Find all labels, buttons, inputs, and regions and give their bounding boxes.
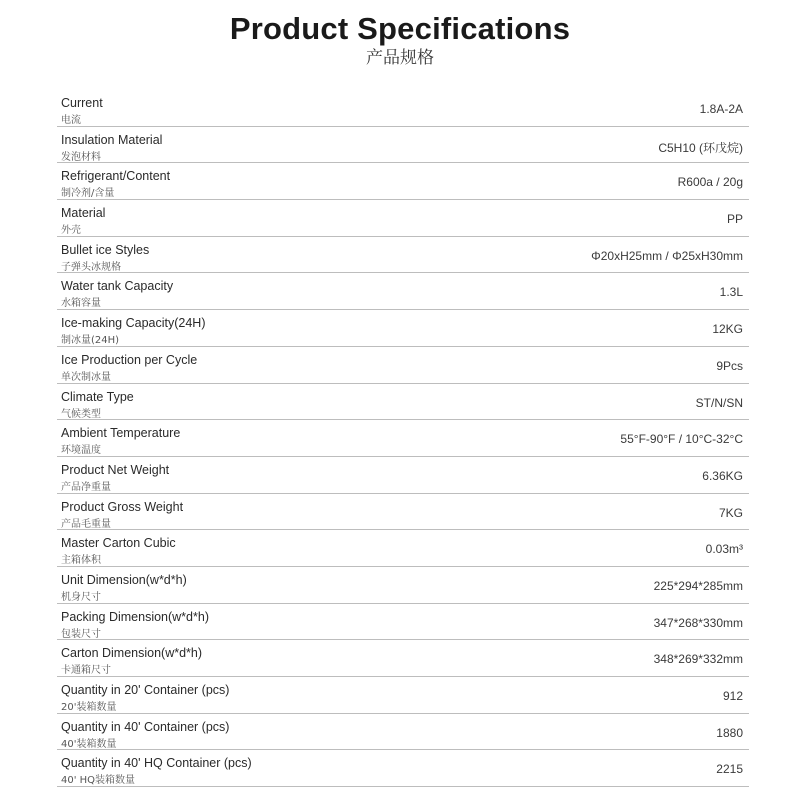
spec-row <box>57 90 749 127</box>
spec-value: PP <box>726 212 743 227</box>
spec-row <box>57 494 749 531</box>
spec-label: Carton Dimension(w*d*h) <box>61 646 203 661</box>
spec-label-chinese: 主箱体积 <box>61 555 101 567</box>
spec-label: Ice-making Capacity(24H) <box>61 316 206 331</box>
spec-label-chinese: 单次制冰量 <box>61 371 111 383</box>
spec-label-chinese: 发泡材料 <box>61 151 101 163</box>
spec-value: 9Pcs <box>716 358 743 373</box>
spec-row <box>57 237 749 274</box>
spec-label: Water tank Capacity <box>61 279 174 294</box>
spec-value: 912 <box>722 689 743 703</box>
spec-row <box>57 640 749 677</box>
spec-value: 347*268*330mm <box>653 615 743 630</box>
spec-value: Φ20xH25mm / Φ25xH30mm <box>591 248 743 263</box>
spec-value: 1.3L <box>719 285 743 300</box>
spec-label-chinese: 外壳 <box>61 225 81 237</box>
spec-label: Master Carton Cubic <box>61 536 176 551</box>
spec-row <box>57 567 749 604</box>
spec-row <box>57 200 749 237</box>
spec-label: Quantity in 40' Container (pcs) <box>61 719 230 734</box>
spec-label-chinese: 40'装箱数量 <box>61 738 117 750</box>
spec-row <box>57 530 749 567</box>
page-header <box>0 4 800 68</box>
spec-row <box>57 347 749 384</box>
spec-value: 12KG <box>712 322 743 337</box>
spec-label-chinese: 产品净重量 <box>61 481 111 493</box>
page-title: Product Specifications <box>229 11 571 46</box>
spec-value: 7KG <box>718 505 743 520</box>
spec-value: 55°F-90°F / 10°C-32°C <box>620 432 743 447</box>
spec-label-chinese: 制冰量(24H) <box>61 335 120 347</box>
spec-label: Insulation Material <box>61 132 163 147</box>
spec-row <box>57 384 749 421</box>
spec-row <box>57 750 749 787</box>
spec-label: Packing Dimension(w*d*h) <box>61 609 209 624</box>
spec-label-chinese: 40' HQ装箱数量 <box>61 775 136 787</box>
spec-label-chinese: 子弹头冰规格 <box>61 261 121 273</box>
spec-value: C5H10 (环戊烷) <box>658 140 743 155</box>
spec-label: Product Net Weight <box>61 462 170 477</box>
spec-row <box>57 714 749 751</box>
spec-value: 225*294*285mm <box>653 578 743 593</box>
spec-value: 6.36KG <box>702 468 743 483</box>
spec-row <box>57 310 749 347</box>
spec-label: Bullet ice Styles <box>61 242 150 257</box>
spec-label-chinese: 气候类型 <box>61 408 101 420</box>
spec-label: Quantity in 20' Container (pcs) <box>61 683 230 697</box>
spec-label: Quantity in 40' HQ Container (pcs) <box>61 756 252 771</box>
spec-label-chinese: 产品毛重量 <box>61 518 111 530</box>
spec-label: Climate Type <box>61 389 134 404</box>
spec-label-chinese: 环境温度 <box>61 445 101 457</box>
spec-label: Product Gross Weight <box>61 499 184 514</box>
spec-row <box>57 457 749 494</box>
spec-row <box>57 420 749 457</box>
spec-value: 0.03m³ <box>705 542 743 557</box>
spec-value: 1880 <box>716 725 743 740</box>
spec-label-chinese: 电流 <box>61 115 81 126</box>
spec-label-chinese: 机身尺寸 <box>61 591 101 603</box>
spec-label-chinese: 20'装箱数量 <box>61 702 117 713</box>
spec-label-chinese: 包装尺寸 <box>61 628 101 640</box>
spec-label: Ambient Temperature <box>61 426 181 441</box>
page-subtitle: 产品规格 <box>366 48 434 68</box>
spec-label: Current <box>61 96 103 110</box>
spec-value: 2215 <box>716 762 743 777</box>
spec-value: ST/N/SN <box>695 395 743 410</box>
spec-row <box>57 127 749 164</box>
spec-label: Ice Production per Cycle <box>61 352 198 367</box>
spec-label-chinese: 水箱容量 <box>61 298 101 310</box>
spec-table <box>57 90 749 787</box>
spec-value: 1.8A-2A <box>699 102 743 116</box>
spec-label-chinese: 卡通箱尺寸 <box>61 665 111 677</box>
spec-value: R600a / 20g <box>677 175 743 190</box>
spec-label-chinese: 制冷剂/含量 <box>61 188 115 200</box>
spec-label: Material <box>61 206 106 221</box>
spec-row <box>57 677 749 714</box>
spec-row <box>57 273 749 310</box>
spec-label: Refrigerant/Content <box>61 169 171 184</box>
spec-value: 348*269*332mm <box>653 652 743 667</box>
spec-row <box>57 604 749 641</box>
spec-label: Unit Dimension(w*d*h) <box>61 572 187 587</box>
spec-row <box>57 163 749 200</box>
